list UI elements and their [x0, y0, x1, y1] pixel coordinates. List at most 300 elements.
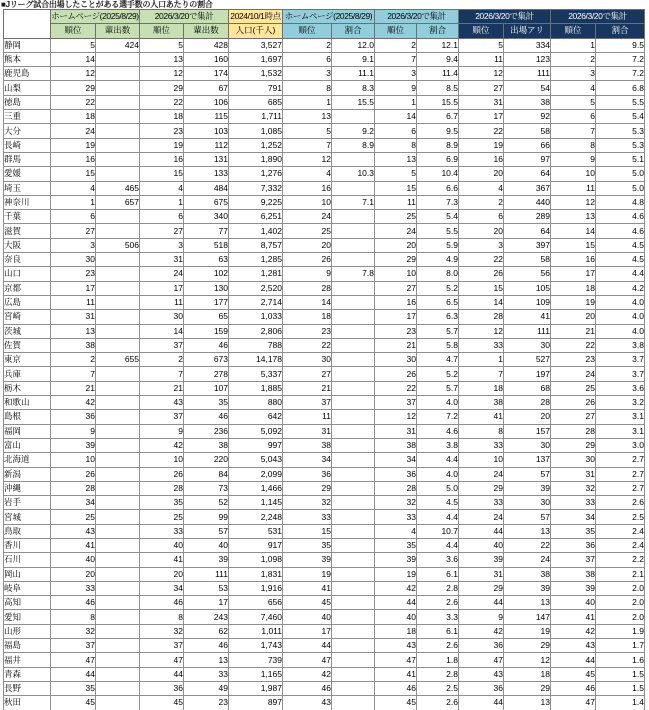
- data-cell: 2,806: [229, 324, 283, 338]
- data-cell: 65: [184, 310, 229, 324]
- data-cell: 4.6: [417, 424, 459, 438]
- data-cell: 68: [504, 381, 551, 395]
- table-row: [4, 210, 645, 224]
- data-cell: 130: [184, 281, 229, 295]
- data-cell: 1,085: [229, 124, 283, 138]
- data-cell: 46: [140, 596, 184, 610]
- data-cell: 131: [184, 152, 229, 166]
- data-cell: 8.0: [417, 267, 459, 281]
- data-cell: 47: [51, 653, 96, 667]
- data-cell: [332, 624, 375, 638]
- data-cell: 36: [283, 467, 332, 481]
- data-cell: 5.0: [596, 181, 645, 195]
- prefecture-name-cell: 静岡: [4, 38, 51, 52]
- data-cell: [96, 381, 140, 395]
- data-cell: 36: [140, 681, 184, 695]
- data-cell: 30: [504, 496, 551, 510]
- data-cell: 174: [184, 67, 229, 81]
- data-cell: 1,281: [229, 267, 283, 281]
- data-cell: [332, 453, 375, 467]
- prefecture-name-cell: 北海道: [4, 453, 51, 467]
- prefecture-name-cell: 東京: [4, 353, 51, 367]
- data-cell: 14: [459, 295, 504, 309]
- prefecture-name-cell: 埼玉: [4, 181, 51, 195]
- data-cell: [96, 167, 140, 181]
- table-row: [4, 381, 645, 395]
- data-cell: 29: [51, 81, 96, 95]
- data-cell: 30: [551, 453, 596, 467]
- data-cell: 14: [51, 52, 96, 66]
- data-cell: 10: [551, 167, 596, 181]
- data-cell: 8.3: [332, 81, 375, 95]
- data-cell: 15: [140, 167, 184, 181]
- data-cell: 43: [283, 696, 332, 710]
- data-cell: 39: [51, 438, 96, 452]
- table-row: [4, 253, 645, 267]
- data-cell: 26: [551, 396, 596, 410]
- data-cell: 2,520: [229, 281, 283, 295]
- data-cell: 997: [229, 438, 283, 452]
- data-cell: 21: [51, 381, 96, 395]
- data-cell: 3.3: [417, 610, 459, 624]
- data-cell: 24: [51, 124, 96, 138]
- data-cell: 19: [283, 567, 332, 581]
- prefecture-name-cell: 山梨: [4, 81, 51, 95]
- data-cell: 5: [51, 38, 96, 52]
- data-cell: 36: [459, 681, 504, 695]
- data-cell: 46: [375, 681, 417, 695]
- data-cell: 897: [229, 696, 283, 710]
- data-cell: 1,466: [229, 481, 283, 495]
- data-cell: 5.5: [596, 95, 645, 109]
- data-cell: 56: [504, 267, 551, 281]
- data-cell: 11.1: [332, 67, 375, 81]
- prefecture-name-cell: 群馬: [4, 152, 51, 166]
- data-cell: 21: [283, 381, 332, 395]
- data-cell: [96, 496, 140, 510]
- table-row: [4, 67, 645, 81]
- data-cell: 41: [504, 310, 551, 324]
- table-row: [4, 481, 645, 495]
- data-cell: [96, 667, 140, 681]
- data-cell: 38: [504, 95, 551, 109]
- data-cell: 2: [459, 195, 504, 209]
- prefecture-name-cell: 福岡: [4, 424, 51, 438]
- data-cell: 1: [375, 95, 417, 109]
- data-cell: 4.5: [596, 238, 645, 252]
- data-cell: 31: [459, 567, 504, 581]
- data-cell: [332, 152, 375, 166]
- prefecture-name-cell: 広島: [4, 295, 51, 309]
- data-cell: 5.9: [417, 238, 459, 252]
- data-cell: 8.9: [332, 138, 375, 152]
- table-row: [4, 267, 645, 281]
- data-cell: [96, 152, 140, 166]
- data-cell: 10: [283, 195, 332, 209]
- data-cell: 7: [459, 367, 504, 381]
- data-cell: 33: [51, 581, 96, 595]
- data-cell: 28: [375, 481, 417, 495]
- data-cell: 111: [504, 324, 551, 338]
- data-cell: 33: [459, 496, 504, 510]
- prefecture-name-cell: 宮城: [4, 510, 51, 524]
- data-cell: 2.2: [596, 553, 645, 567]
- data-cell: 27: [283, 367, 332, 381]
- data-cell: 1,532: [229, 67, 283, 81]
- data-cell: 33: [140, 524, 184, 538]
- data-cell: 21: [551, 324, 596, 338]
- prefecture-name-cell: 山形: [4, 624, 51, 638]
- data-cell: 289: [504, 210, 551, 224]
- data-cell: 9: [459, 610, 504, 624]
- prefecture-name-cell: 鳥取: [4, 524, 51, 538]
- data-cell: 26: [375, 367, 417, 381]
- data-cell: 35: [184, 396, 229, 410]
- data-cell: 1,098: [229, 553, 283, 567]
- data-cell: 4.7: [417, 353, 459, 367]
- data-cell: 18: [51, 110, 96, 124]
- data-cell: 44: [459, 524, 504, 538]
- data-cell: 109: [504, 295, 551, 309]
- data-cell: 34: [375, 453, 417, 467]
- data-cell: 41: [283, 581, 332, 595]
- data-cell: 35: [551, 524, 596, 538]
- prefecture-stats-table: [3, 9, 645, 710]
- data-cell: 9: [140, 424, 184, 438]
- data-cell: 36: [551, 538, 596, 552]
- data-cell: 32: [51, 624, 96, 638]
- table-row: [4, 52, 645, 66]
- data-cell: 35: [140, 496, 184, 510]
- data-cell: 7,332: [229, 181, 283, 195]
- data-cell: [332, 596, 375, 610]
- prefecture-name-cell: 香川: [4, 538, 51, 552]
- data-cell: [96, 524, 140, 538]
- data-cell: 506: [96, 238, 140, 252]
- data-cell: 3: [375, 67, 417, 81]
- data-cell: 53: [184, 581, 229, 595]
- data-cell: 38: [375, 438, 417, 452]
- data-cell: 106: [184, 95, 229, 109]
- data-cell: [332, 181, 375, 195]
- data-cell: [96, 138, 140, 152]
- prefecture-name-cell: 兵庫: [4, 367, 51, 381]
- prefecture-name-cell: 宮崎: [4, 310, 51, 324]
- data-cell: 64: [504, 224, 551, 238]
- prefecture-name-cell: 富山: [4, 438, 51, 452]
- table-row: [4, 224, 645, 238]
- table-row: [4, 467, 645, 481]
- data-cell: 37: [375, 396, 417, 410]
- data-cell: 243: [184, 610, 229, 624]
- prefecture-name-cell: 佐賀: [4, 338, 51, 352]
- data-cell: 54: [504, 81, 551, 95]
- data-cell: 17: [459, 110, 504, 124]
- data-cell: 26: [459, 267, 504, 281]
- data-cell: [332, 381, 375, 395]
- data-cell: 27: [51, 224, 96, 238]
- data-cell: 16: [51, 152, 96, 166]
- data-cell: 57: [184, 524, 229, 538]
- data-cell: 17: [140, 281, 184, 295]
- data-cell: [332, 681, 375, 695]
- data-cell: 17: [184, 596, 229, 610]
- data-cell: 37: [283, 396, 332, 410]
- data-cell: 42: [375, 581, 417, 595]
- data-cell: 367: [504, 181, 551, 195]
- data-cell: 12: [459, 324, 504, 338]
- data-cell: 43: [140, 396, 184, 410]
- data-cell: 30: [504, 438, 551, 452]
- data-cell: 2,248: [229, 510, 283, 524]
- data-cell: 3.1: [596, 424, 645, 438]
- data-cell: 9,225: [229, 195, 283, 209]
- table-row: [4, 353, 645, 367]
- data-cell: 39: [551, 581, 596, 595]
- data-cell: 1.5: [596, 667, 645, 681]
- data-cell: 4: [51, 181, 96, 195]
- data-cell: 10: [375, 267, 417, 281]
- data-cell: 4.8: [596, 195, 645, 209]
- data-cell: 29: [140, 81, 184, 95]
- data-cell: [96, 453, 140, 467]
- data-cell: [332, 510, 375, 524]
- data-cell: 123: [504, 52, 551, 66]
- data-cell: 5,337: [229, 367, 283, 381]
- data-cell: 31: [551, 467, 596, 481]
- data-cell: 5: [551, 95, 596, 109]
- data-cell: 58: [504, 124, 551, 138]
- data-cell: 30: [504, 338, 551, 352]
- table-row: [4, 610, 645, 624]
- table-row: [4, 152, 645, 166]
- data-cell: 40: [140, 538, 184, 552]
- data-cell: 13: [51, 324, 96, 338]
- data-cell: [332, 496, 375, 510]
- data-cell: 28: [140, 481, 184, 495]
- data-cell: 44: [375, 596, 417, 610]
- data-cell: 4.4: [417, 453, 459, 467]
- data-cell: 41: [551, 610, 596, 624]
- data-cell: 24: [375, 224, 417, 238]
- data-cell: 424: [96, 38, 140, 52]
- data-cell: 2.6: [417, 696, 459, 710]
- table-row: [4, 667, 645, 681]
- data-cell: 73: [184, 481, 229, 495]
- data-cell: 7: [283, 138, 332, 152]
- data-cell: 16: [375, 295, 417, 309]
- data-cell: 46: [184, 410, 229, 424]
- data-cell: 22: [504, 538, 551, 552]
- data-cell: 3.7: [596, 353, 645, 367]
- data-cell: 3.8: [417, 438, 459, 452]
- data-cell: 26: [140, 467, 184, 481]
- data-cell: 1.5: [596, 681, 645, 695]
- prefecture-name-cell: 愛媛: [4, 167, 51, 181]
- data-cell: 28: [551, 424, 596, 438]
- prefecture-name-cell: 和歌山: [4, 396, 51, 410]
- data-cell: 20: [504, 410, 551, 424]
- prefecture-name-cell: 奈良: [4, 253, 51, 267]
- data-cell: 38: [283, 438, 332, 452]
- data-cell: 2.5: [596, 510, 645, 524]
- data-cell: 41: [459, 410, 504, 424]
- data-cell: 2: [283, 38, 332, 52]
- data-cell: 3: [140, 238, 184, 252]
- data-cell: [332, 481, 375, 495]
- data-cell: [332, 238, 375, 252]
- data-cell: 6.6: [417, 181, 459, 195]
- data-cell: 197: [504, 367, 551, 381]
- data-cell: 1,145: [229, 496, 283, 510]
- data-cell: 9: [283, 267, 332, 281]
- data-cell: [332, 410, 375, 424]
- data-cell: 6.1: [417, 624, 459, 638]
- data-cell: [96, 338, 140, 352]
- data-cell: 34: [51, 496, 96, 510]
- data-cell: 157: [504, 424, 551, 438]
- data-cell: 1,276: [229, 167, 283, 181]
- data-cell: [332, 224, 375, 238]
- page-title: ■Jリーグ試合出場したことがある選手数の人口あたりの割合: [1, 0, 213, 9]
- data-cell: 6: [283, 52, 332, 66]
- data-cell: 5.7: [417, 324, 459, 338]
- data-cell: 52: [184, 496, 229, 510]
- data-cell: 12: [375, 410, 417, 424]
- data-cell: 12.0: [332, 38, 375, 52]
- data-cell: 147: [504, 610, 551, 624]
- data-cell: 38: [459, 396, 504, 410]
- data-cell: 4.0: [596, 310, 645, 324]
- column-header: 順位: [51, 24, 96, 38]
- data-cell: 18: [551, 281, 596, 295]
- table-row: [4, 438, 645, 452]
- data-cell: 1,402: [229, 224, 283, 238]
- data-cell: 3: [283, 67, 332, 81]
- data-cell: 30: [140, 310, 184, 324]
- data-cell: 14: [140, 324, 184, 338]
- data-cell: 791: [229, 81, 283, 95]
- data-cell: [332, 538, 375, 552]
- data-cell: 9: [51, 424, 96, 438]
- data-cell: 2.8: [417, 581, 459, 595]
- data-cell: 27: [551, 410, 596, 424]
- data-cell: 32: [551, 481, 596, 495]
- data-cell: 42: [551, 624, 596, 638]
- data-cell: 685: [229, 95, 283, 109]
- data-cell: 24: [504, 553, 551, 567]
- data-cell: 5,092: [229, 424, 283, 438]
- prefecture-name-cell: 千葉: [4, 210, 51, 224]
- table-row: [4, 324, 645, 338]
- data-cell: 4.6: [596, 224, 645, 238]
- data-cell: [332, 210, 375, 224]
- data-cell: [332, 110, 375, 124]
- data-cell: 15: [459, 281, 504, 295]
- data-cell: [96, 295, 140, 309]
- data-cell: 37: [140, 338, 184, 352]
- data-cell: 25: [140, 510, 184, 524]
- data-cell: 484: [184, 181, 229, 195]
- data-cell: 33: [551, 496, 596, 510]
- data-cell: 45: [140, 696, 184, 710]
- prefecture-name-cell: 島根: [4, 410, 51, 424]
- data-cell: 2.6: [596, 496, 645, 510]
- prefecture-name-cell: 福島: [4, 639, 51, 653]
- data-cell: 14: [375, 110, 417, 124]
- table-row: [4, 410, 645, 424]
- data-cell: 8.5: [417, 81, 459, 95]
- data-cell: 3.2: [596, 396, 645, 410]
- data-cell: 40: [51, 553, 96, 567]
- data-cell: 4: [459, 181, 504, 195]
- data-cell: 4.4: [417, 538, 459, 552]
- data-cell: 42: [283, 667, 332, 681]
- data-cell: 39: [283, 553, 332, 567]
- table-header: [4, 10, 645, 39]
- data-cell: 29: [459, 481, 504, 495]
- data-cell: 47: [459, 653, 504, 667]
- prefecture-name-cell: 熊本: [4, 52, 51, 66]
- column-header: 割合: [417, 24, 459, 38]
- data-cell: 29: [551, 438, 596, 452]
- data-cell: 20: [375, 238, 417, 252]
- data-cell: 6.1: [417, 567, 459, 581]
- data-cell: 39: [504, 581, 551, 595]
- data-cell: 57: [504, 467, 551, 481]
- data-cell: 1,165: [229, 667, 283, 681]
- data-cell: 30: [283, 353, 332, 367]
- data-cell: 13: [375, 152, 417, 166]
- data-cell: 1,697: [229, 52, 283, 66]
- data-cell: 656: [229, 596, 283, 610]
- data-cell: 2.6: [417, 596, 459, 610]
- data-cell: 3.0: [596, 438, 645, 452]
- data-cell: 64: [504, 167, 551, 181]
- data-cell: 44: [459, 596, 504, 610]
- data-cell: 92: [504, 110, 551, 124]
- data-cell: 29: [283, 481, 332, 495]
- data-cell: 3,527: [229, 38, 283, 52]
- data-cell: 11: [283, 410, 332, 424]
- data-cell: 11: [459, 52, 504, 66]
- data-cell: 1.9: [596, 624, 645, 638]
- data-cell: 788: [229, 338, 283, 352]
- data-cell: 45: [283, 596, 332, 610]
- data-cell: [332, 424, 375, 438]
- prefecture-name-cell: 神奈川: [4, 195, 51, 209]
- table-row: [4, 696, 645, 710]
- data-cell: 23: [184, 696, 229, 710]
- data-cell: 44: [51, 667, 96, 681]
- data-cell: 5.3: [596, 138, 645, 152]
- table-row: [4, 496, 645, 510]
- column-header: 順位: [140, 24, 184, 38]
- data-cell: [96, 653, 140, 667]
- data-cell: 675: [184, 195, 229, 209]
- data-cell: 22: [51, 95, 96, 109]
- data-cell: 1,890: [229, 152, 283, 166]
- data-cell: 31: [51, 310, 96, 324]
- data-cell: 8,757: [229, 238, 283, 252]
- table-row: [4, 596, 645, 610]
- data-cell: 15: [375, 181, 417, 195]
- column-header: 順位: [551, 24, 596, 38]
- data-cell: 16: [551, 253, 596, 267]
- prefecture-name-cell: 長野: [4, 681, 51, 695]
- data-cell: 4.0: [417, 467, 459, 481]
- prefecture-name-cell: 沖縄: [4, 481, 51, 495]
